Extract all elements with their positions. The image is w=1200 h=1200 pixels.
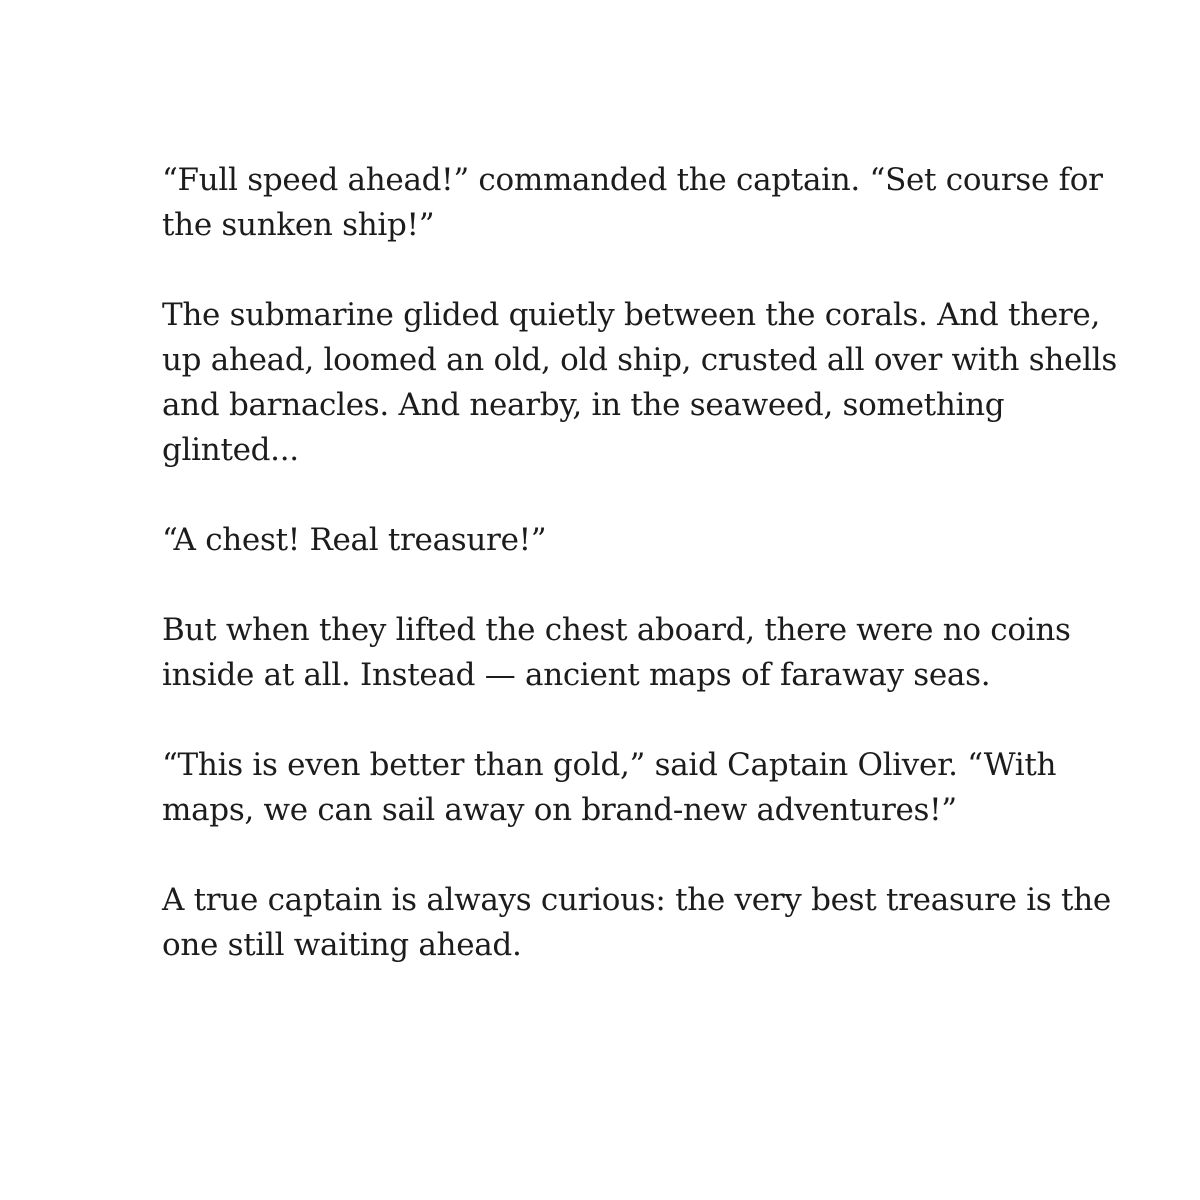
paragraph-moral [162,878,1111,968]
story-text [162,158,1117,1013]
text-line: “Full speed ahead!” commanded the captain. “Set course for [162,162,1103,198]
text-line: inside at all. Instead — ancient maps of faraway seas. [162,657,991,693]
text-line: up ahead, loomed an old, old ship, crusted all over with shells [162,342,1117,378]
text-line: the sunken ship!” [162,207,435,243]
text-line: glinted... [162,432,299,468]
text-line: and barnacles. And nearby, in the seaweed, something [162,387,1005,423]
text-line: “A chest! Real treasure!” [162,522,547,558]
paragraph-maps [162,608,1082,698]
text-line: The submarine glided quietly between the corals. And there, [162,297,1101,333]
paragraph-better-than-gold [162,743,1082,833]
text-line: But when they lifted the chest aboard, there were no coins [162,612,1071,648]
text-line: “This is even better than gold,” said Captain Oliver. “With [162,747,1057,783]
paragraph-submarine [162,293,1117,473]
paragraph-full-speed [162,158,1103,248]
text-line: A true captain is always curious: the very best treasure is the [162,882,1111,918]
paragraph-chest [162,518,1082,563]
text-line: maps, we can sail away on brand-new adventures!” [162,792,957,828]
text-line: one still waiting ahead. [162,927,522,963]
